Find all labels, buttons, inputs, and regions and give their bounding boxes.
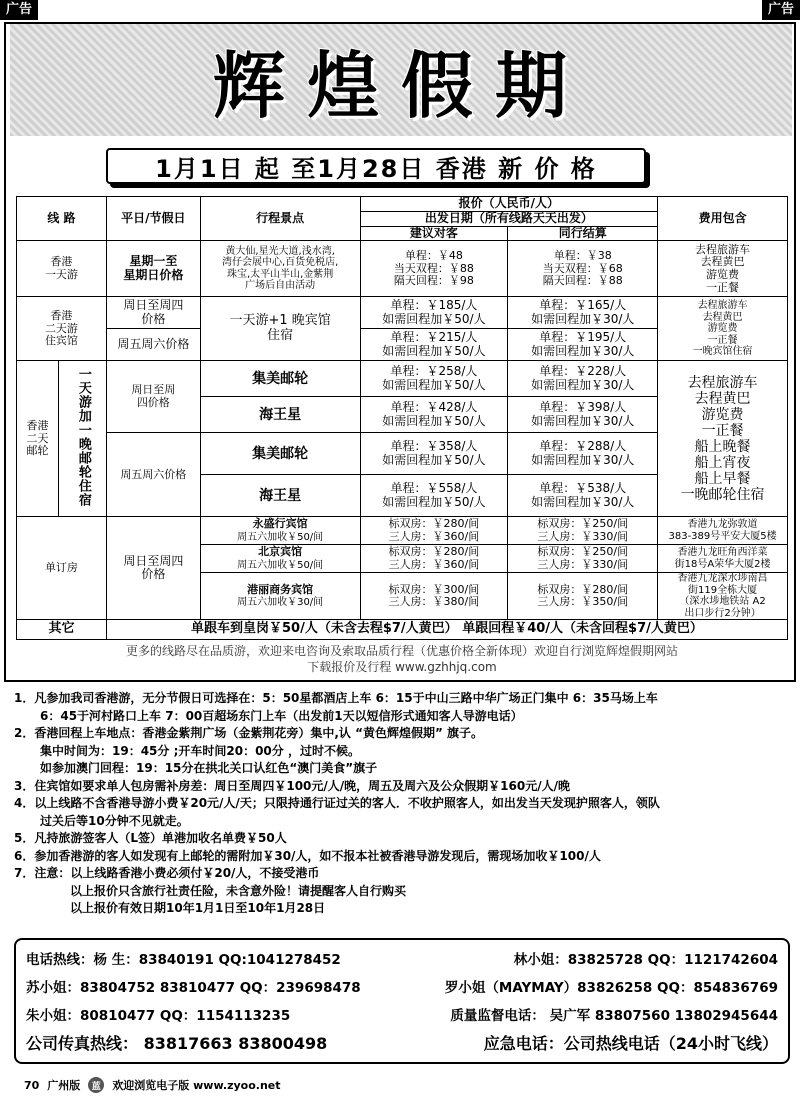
edition-label: 广州版 — [47, 1079, 81, 1092]
retail-price: 单程：￥428/人 如需回程加￥50/人 — [360, 397, 508, 433]
note-line: 以上报价有效日期10年1月1日至10年1月28日 — [70, 901, 326, 915]
route-hk-2day-cruise: 香港 二天 邮轮 — [17, 361, 59, 517]
includes-cell: 去程旅游车 去程黄巴 游览费 一正餐 船上晚餐 船上宵夜 船上早餐 一晚邮轮住宿 — [658, 361, 788, 517]
note-line: 3．住宾馆如要求单人包房需补房差：周日至周四￥100元/人/晚，周五及周六及公众假期￥160元/人/晚 — [14, 778, 570, 793]
contact-row — [26, 1000, 778, 1028]
other-text: 单跟车到皇岗￥50/人（未含去程$7/人黄巴） 单跟回程￥40/人（未含回程$7/人黄巴） — [106, 620, 787, 640]
trade-price: 单程：￥38 当天双程：￥68 隔天回程：￥88 — [508, 241, 658, 297]
magazine-logo-icon: 蓝 — [88, 1077, 104, 1093]
route-hotel-only: 单订房 — [17, 517, 107, 620]
retail-price: 单程：￥258/人 如需回程加￥50/人 — [360, 361, 508, 397]
contact-entry: 电话热线：杨 生：83840191 QQ:1041278452 — [26, 952, 341, 968]
website-link[interactable]: 欢迎浏览电子版 www.zyoo.net — [112, 1079, 281, 1092]
retail-price: 单程：￥215/人 如需回程加￥50/人 — [360, 329, 508, 361]
header-departure: 出发日期（所有线路天天出发） — [360, 211, 658, 226]
header-itinerary: 行程景点 — [200, 197, 360, 241]
note-line: 集中时间为：19：45分 ;开车时间20：00分 ，过时不候。 — [40, 743, 360, 758]
title-banner — [10, 24, 792, 136]
notes-list — [14, 690, 790, 918]
note-line: 2．香港回程上车地点：香港金紫荆广场（金紫荆花旁）集中,认 “黄色辉煌假期” 旗子。 — [14, 726, 484, 740]
contact-entry: 罗小姐（MAYMAY）83826258 QQ：854836769 — [444, 980, 778, 996]
contact-entry: 林小姐：83825728 QQ：1121742604 — [513, 952, 778, 968]
retail-price: 单程：￥558/人 如需回程加￥50/人 — [360, 475, 508, 517]
trade-price: 单程：￥165/人 如需回程加￥30/人 — [508, 297, 658, 329]
trade-price: 标双房：￥250/间 三人房：￥330/间 — [508, 545, 658, 573]
trade-price: 单程：￥228/人 如需回程加￥30/人 — [508, 361, 658, 397]
retail-price: 单程：￥358/人 如需回程加￥50/人 — [360, 433, 508, 475]
retail-price: 标双房：￥300/间 三人房：￥380/间 — [360, 573, 508, 620]
includes-cell: 去程旅游车 去程黄巴 游览费 一正餐 — [658, 241, 788, 297]
trade-price: 标双房：￥250/间 三人房：￥330/间 — [508, 517, 658, 545]
trade-price: 单程：￥398/人 如需回程加￥30/人 — [508, 397, 658, 433]
retail-price: 标双房：￥280/间 三人房：￥360/间 — [360, 517, 508, 545]
other-label: 其它 — [17, 620, 107, 640]
page-number: 70 — [24, 1078, 40, 1092]
page-title: 辉煌假期 — [212, 44, 589, 128]
ship-name: 海王星 — [200, 397, 360, 433]
emergency-hotline: 应急电话：公司热线电话（24小时飞线） — [483, 1033, 778, 1053]
trade-price: 单程：￥288/人 如需回程加￥30/人 — [508, 433, 658, 475]
hotel-address: 香港九龙弥敦道 383-389号平安大厦5楼 — [658, 517, 788, 545]
contact-entry: 苏小姐：83804752 83810477 QQ：239698478 — [26, 980, 361, 996]
header-price: 报价（人民币/人） — [360, 197, 658, 212]
note-line: 5．凡持旅游签客人（L签）单港加收名单费￥50人 — [14, 831, 287, 845]
contact-row — [26, 972, 778, 1000]
website-note: 更多的线路尽在品质游，欢迎来电咨询及索取品质行程（优惠价格全新体现）欢迎自行浏览辉煌假期网站 下载报价及行程 www.gzhhjq.com — [125, 644, 678, 674]
route-hk-1day: 香港 一天游 — [17, 241, 107, 297]
contact-entry: 朱小姐：80810477 QQ：1154113235 — [26, 1008, 291, 1024]
retail-price: 单程：￥185/人 如需回程加￥50/人 — [360, 297, 508, 329]
note-line: 6：45于河村路口上车 7：00百超场东门上车（出发前1天以短信形式通知客人导游电话） — [40, 708, 523, 723]
header-retail: 建议对客 — [360, 226, 508, 241]
page-footer — [24, 1077, 281, 1093]
ad-tag-right: 广告 — [762, 0, 800, 20]
retail-price: 单程：￥48 当天双程：￥88 隔天回程：￥98 — [360, 241, 508, 297]
retail-price: 标双房：￥280/间 三人房：￥360/间 — [360, 545, 508, 573]
ship-name: 集美邮轮 — [200, 433, 360, 475]
note-line: 如参加澳门回程：19：15分在拱北关口认红色“澳门美食”旗子 — [40, 761, 378, 775]
day-cell: 周日至周 四价格 — [106, 361, 200, 433]
ad-tag-left: 广告 — [0, 0, 38, 20]
contact-row — [26, 944, 778, 972]
ship-name: 集美邮轮 — [200, 361, 360, 397]
header-route: 线 路 — [17, 197, 107, 241]
note-line: 以上报价只含旅行社责任险，未含意外险！请提醒客人自行购买 — [70, 883, 407, 898]
note-line: 7．注意：以上线路香港小费必须付￥20/人，不接受港币 — [14, 866, 320, 880]
contact-entry: 质量监督电话： 吴广军 83807560 13802945644 — [450, 1008, 778, 1024]
day-cell: 周日至周四 价格 — [106, 517, 200, 620]
hotel-cell: 北京宾馆 周五六加收￥50/间 — [200, 545, 360, 573]
itinerary-cell: 黄大仙,星光大道,浅水湾, 湾仔会展中心,百货免税店, 珠宝,太平山半山,金紫荆 广场后自由活动 — [200, 241, 360, 297]
trade-price: 单程：￥538/人 如需回程加￥30/人 — [508, 475, 658, 517]
note-line: 4．以上线路不含香港导游小费￥20元/人/天；只限持通行证过关的客人．不收护照客人，如出发当天发现护照客人，领队 — [14, 796, 660, 810]
fax-hotline: 公司传真热线： 83817663 83800498 — [26, 1033, 328, 1053]
hotel-cell: 永盛行宾馆 周五六加收￥50/间 — [200, 517, 360, 545]
day-cell: 星期一至 星期日价格 — [106, 241, 200, 297]
contact-row — [26, 1028, 778, 1056]
date-banner: 1月1日 起 至1月28日 香港 新 价 格 — [106, 148, 646, 184]
day-cell: 周五周六价格 — [106, 433, 200, 517]
ship-name: 海王星 — [200, 475, 360, 517]
cruise-vertical-label: 一天游加一晚邮轮住宿 — [58, 361, 106, 517]
hotel-address: 香港九龙深水埗南昌 街119全栋大厦 （深水埗地铁站 A2 出口步行2分钟） — [658, 573, 788, 620]
price-table — [16, 196, 788, 640]
advertisement — [4, 22, 796, 682]
day-cell: 周五周六价格 — [106, 329, 200, 361]
trade-price: 单程：￥195/人 如需回程加￥30/人 — [508, 329, 658, 361]
day-cell: 周日至周四 价格 — [106, 297, 200, 329]
header-includes: 费用包含 — [658, 197, 788, 241]
note-line: 6．参加香港游的客人如发现有上邮轮的需附加￥30/人，如不报本社被香港导游发现后，需现场加收￥100/人 — [14, 848, 601, 863]
itinerary-cell: 一天游+1 晚宾馆 住宿 — [200, 297, 360, 361]
includes-cell: 去程旅游车 去程黄巴 游览费 一正餐 一晚宾馆住宿 — [658, 297, 788, 361]
route-hk-2day-hotel: 香港 二天游 住宾馆 — [17, 297, 107, 361]
note-line: 1．凡参加我司香港游，无分节假日可选择在：5：50星都酒店上车 6：15于中山三路中华广场正门集中 6：35马场上车 — [14, 691, 658, 705]
contact-box — [14, 938, 790, 1064]
header-trade: 同行结算 — [508, 226, 658, 241]
hotel-cell: 港丽商务宾馆 周五六加收￥30/间 — [200, 573, 360, 620]
note-line: 过关后等10分钟不见就走。 — [40, 813, 189, 828]
trade-price: 标双房：￥280/间 三人房：￥350/间 — [508, 573, 658, 620]
header-day: 平日/节假日 — [106, 197, 200, 241]
hotel-address: 香港九龙旺角西洋菜 街18号A荣华大厦2楼 — [658, 545, 788, 573]
